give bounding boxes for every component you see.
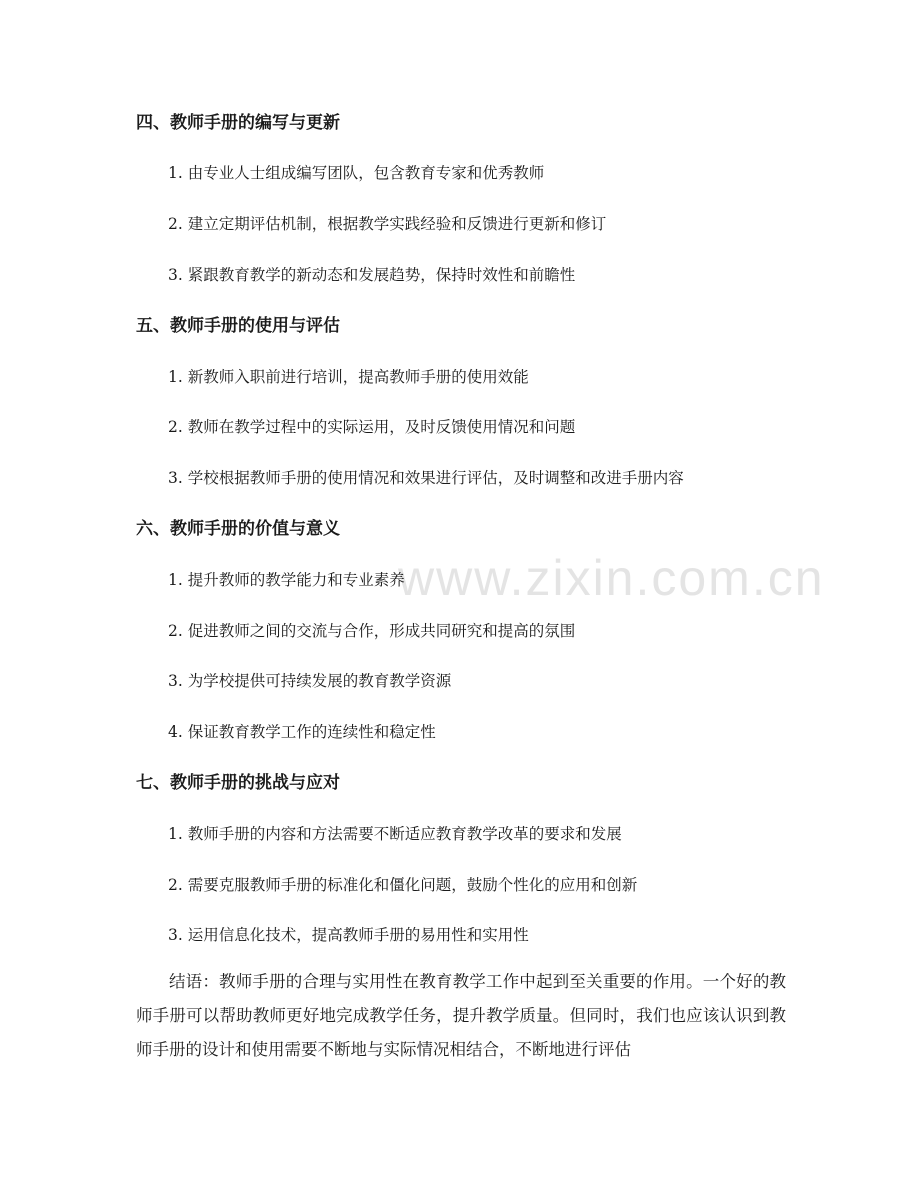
list-item: 1. 由专业人士组成编写团队，包含教育专家和优秀教师 (168, 164, 545, 182)
list-item: 2. 教师在教学过程中的实际运用，及时反馈使用情况和问题 (168, 418, 576, 436)
list-item: 2. 促进教师之间的交流与合作，形成共同研究和提高的氛围 (168, 622, 576, 640)
conclusion-block (136, 965, 786, 1067)
section-heading-6: 六、教师手册的价值与意义 (136, 519, 340, 539)
list-item: 2. 需要克服教师手册的标准化和僵化问题，鼓励个性化的应用和创新 (168, 876, 638, 894)
section-heading-4: 四、教师手册的编写与更新 (136, 113, 340, 133)
watermark: www.zixin.com.cn (398, 550, 825, 606)
list-item: 1. 提升教师的教学能力和专业素养 (168, 571, 405, 589)
list-item: 1. 教师手册的内容和方法需要不断适应教育教学改革的要求和发展 (168, 825, 622, 843)
list-item: 2. 建立定期评估机制，根据教学实践经验和反馈进行更新和修订 (168, 215, 607, 233)
list-item: 1. 新教师入职前进行培训，提高教师手册的使用效能 (168, 368, 529, 386)
list-item: 3. 运用信息化技术，提高教师手册的易用性和实用性 (168, 926, 529, 944)
section-heading-7: 七、教师手册的挑战与应对 (136, 773, 340, 793)
section-heading-5: 五、教师手册的使用与评估 (136, 316, 340, 336)
list-item: 3. 为学校提供可持续发展的教育教学资源 (168, 672, 452, 690)
conclusion-paragraph: 结语：教师手册的合理与实用性在教育教学工作中起到至关重要的作用。一个好的教师手册可以帮助教师更好地完成教学任务，提升教学质量。但同时，我们也应该认识到教师手册的设计和使用需要不断地与实际情况相结合，不断地进行评估 (136, 972, 786, 1059)
list-item: 4. 保证教育教学工作的连续性和稳定性 (168, 723, 436, 741)
list-item: 3. 学校根据教师手册的使用情况和效果进行评估，及时调整和改进手册内容 (168, 469, 684, 487)
list-item: 3. 紧跟教育教学的新动态和发展趋势，保持时效性和前瞻性 (168, 266, 576, 284)
